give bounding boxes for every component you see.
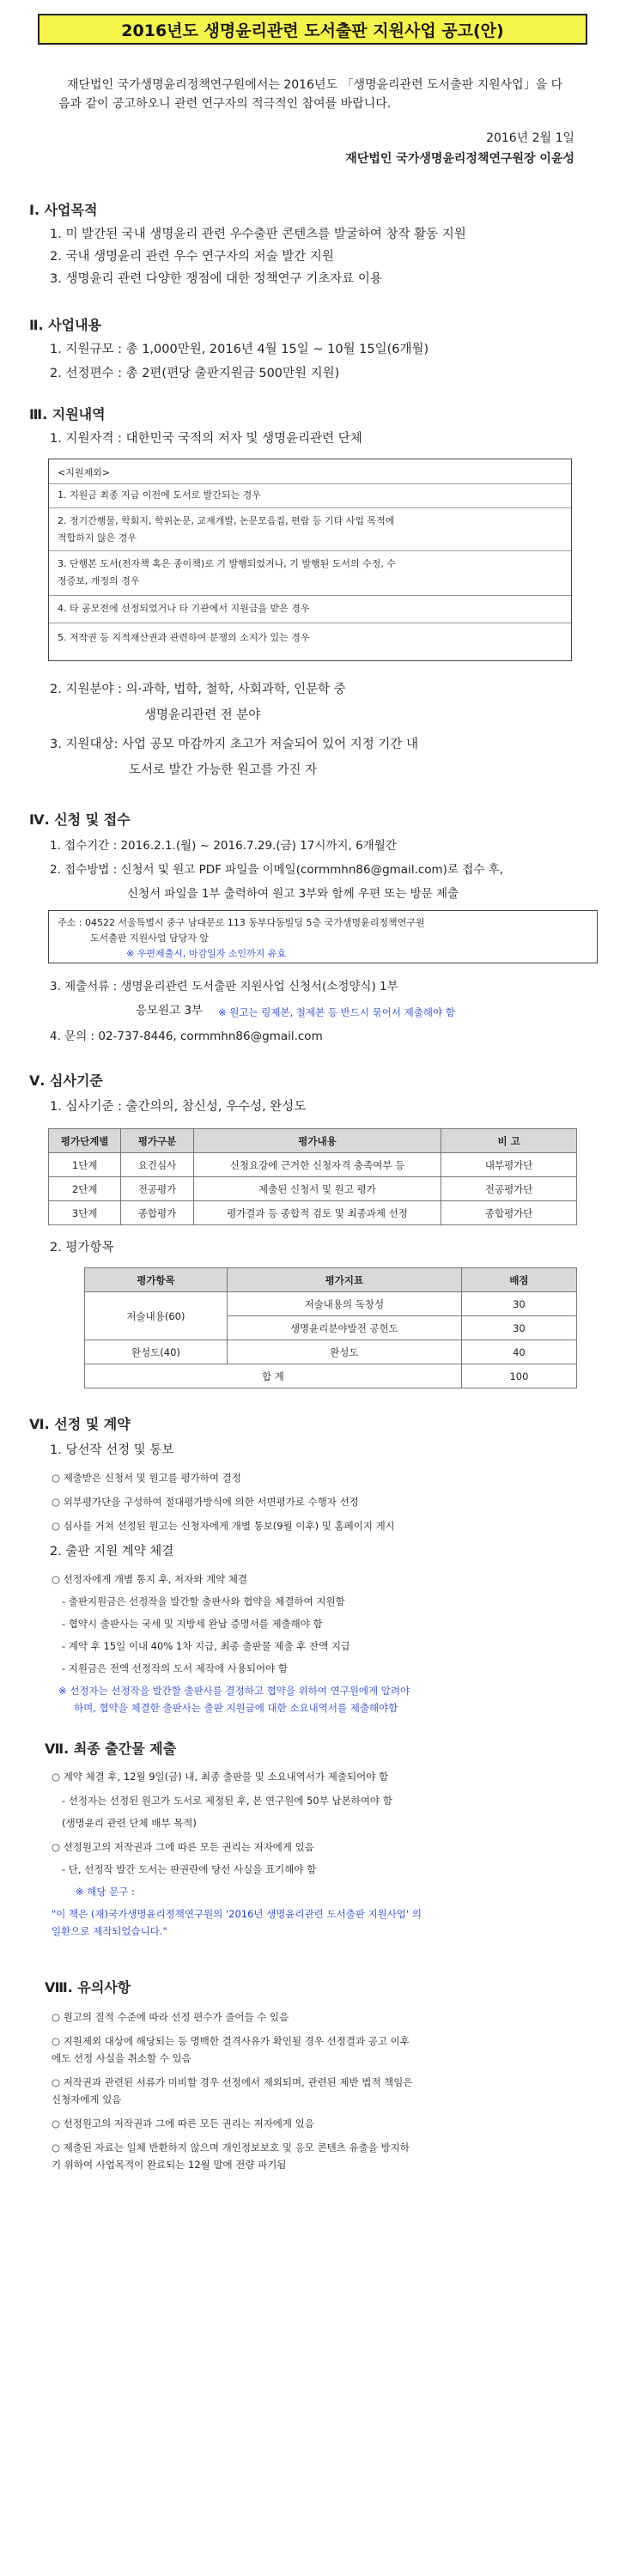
document-title [38,14,587,45]
purpose-item: 2. 국내 생명윤리 관련 우수 연구자의 저술 발간 지원 [50,250,334,264]
table-cell: 완성도 [227,1340,461,1364]
table-cell: 생명윤리분야발전 공헌도 [227,1316,461,1340]
table-header-cell: 배점 [461,1268,576,1292]
postmark-note: ※ 우편제출시, 마감일자 소인까지 유효 [126,948,287,959]
table-cell: 제출된 신청서 및 원고 평가 [193,1177,441,1201]
exclusion-item: 정증보, 개정의 경우 [58,575,140,586]
exclusion-item: 4. 타 공모전에 선정되었거나 타 기관에서 지원금을 받은 경우 [58,603,310,614]
review-stages-table [48,1128,577,1225]
notice-item: ○ 원고의 질적 수준에 따라 선정 편수가 줄어들 수 있음 [52,2011,289,2023]
selection-item: ○ 외부평가단을 구성하여 절대평가방식에 의한 서면평가로 수행자 선정 [52,1496,359,1508]
section-heading-purpose: Ⅰ. 사업목적 [29,202,98,218]
table-cell: 합 계 [85,1364,462,1388]
section-heading-content: Ⅱ. 사업내용 [29,317,102,333]
evaluation-items-table [84,1267,577,1388]
contract-item: - 지원금은 전액 선정작의 도서 제작에 사용되어야 함 [62,1662,289,1674]
table-cell: 요건심사 [121,1153,193,1177]
section-heading-application: Ⅳ. 신청 및 접수 [29,811,131,828]
announcement-date: 2016년 2월 1일 [486,131,574,145]
subsection-title: 1. 당선작 선정 및 통보 [50,1443,174,1457]
exclusion-item: 적합하지 않은 경우 [58,532,137,544]
table-cell: 1단계 [49,1153,121,1177]
section-heading-notes: Ⅷ. 유의사항 [45,1979,131,1996]
table-header-cell: 평가단계별 [49,1129,121,1153]
table-cell: 평가결과 등 종합적 검토 및 최종과제 선정 [193,1201,441,1225]
documents-item: 3. 제출서류 : 생명윤리관련 도서출판 지원사업 신청서(소정양식) 1부 [50,980,398,993]
table-cell: 30 [461,1292,576,1316]
table-cell: 30 [461,1316,576,1340]
notice-item: ○ 선정원고의 저작권과 그에 따른 모든 권리는 저자에게 있음 [52,2117,314,2129]
table-cell: 전공평가단 [441,1177,577,1201]
contact-item: 4. 문의 : 02-737-8446, cormmhn86@gmail.com [50,1030,323,1043]
purpose-item: 1. 미 발간된 국내 생명윤리 관련 우수출판 콘텐츠를 발굴하여 창작 활동 지원 [50,228,466,241]
notice-item: ○ 저작권과 관련된 서류가 미비할 경우 선정에서 제외되며, 관련된 제반 법적 책임은 [52,2076,413,2088]
notice-item: 에도 선정 사실을 취소할 수 있음 [52,2052,191,2064]
contract-item: ○ 선정자에게 개별 통지 후, 저자와 계약 체결 [52,1573,248,1585]
target-item-cont: 도서로 발간 가능한 원고를 가진 자 [129,763,318,777]
selection-item: ○ 심사를 거쳐 선정된 원고는 신청자에게 개별 통보(9월 이후) 및 홈페이지 게시 [52,1520,395,1532]
notice-item: 기 위하여 사업목적이 완료되는 12월 말에 전량 파기됨 [52,2159,287,2171]
documents-item-cont: 응모원고 3부 [136,1004,204,1018]
table-row [85,1292,577,1316]
phrase-note-label: ※ 해당 문구 : [76,1886,135,1898]
contract-item: - 협약시 출판사는 국세 및 지방세 완납 증명서를 제출해야 함 [62,1618,323,1630]
table-cell: 전공평가 [121,1177,193,1201]
binding-note: ※ 원고는 링제본, 철제본 등 반드시 묶어서 제출해야 함 [218,1006,455,1018]
intro-paragraph: 재단법인 국가생명윤리정책연구원에서는 2016년도 「생명윤리관련 도서출판 지원사업」을 다음과 같이 공고하오니 관련 연구자의 적극적인 참여를 바랍니다. [58,78,563,111]
submission-item: ○ 선정원고의 저작권과 그에 따른 모든 권리는 저자에게 있음 [52,1841,314,1853]
required-phrase-cont: 일환으로 제작되었습니다." [52,1925,167,1937]
contract-item: - 출판지원금은 선정작을 발간할 출판사와 협약을 체결하여 지원함 [62,1595,345,1607]
submission-item: ○ 계약 체결 후, 12월 9일(금) 내, 최종 출판물 및 소요내역서가 제출되어야 함 [52,1771,389,1783]
table-cell: 40 [461,1340,576,1364]
eligibility-item: 1. 지원자격 : 대한민국 국적의 저자 및 생명윤리관련 단체 [50,432,362,446]
address-line: 주소 : 04522 서울특별시 중구 남대문로 113 동부다동빌딩 5층 국가생명윤리정책연구원 [58,917,425,928]
table-header-cell: 평가지표 [227,1268,461,1292]
table-cell: 저술내용(60) [85,1292,228,1340]
contract-note-cont: 하며, 협약을 체결한 출판사는 출판 지원금에 대한 소요내역서를 제출해야함 [74,1702,398,1714]
table-cell: 종합평가 [121,1201,193,1225]
table-cell: 신청요강에 근거한 신청자격 충족여부 등 [193,1153,441,1177]
evaluation-items-heading: 2. 평가항목 [50,1241,114,1255]
section-heading-submission: Ⅶ. 최종 출간물 제출 [45,1741,177,1757]
field-item: 2. 지원분야 : 의·과학, 법학, 철학, 사회과학, 인문학 중 [50,683,346,696]
notice-item: 신청자에게 있음 [52,2093,122,2105]
table-cell: 완성도(40) [85,1340,228,1364]
notice-item: ○ 제출된 자료는 일체 반환하지 않으며 개인정보보호 및 응모 콘텐츠 유출을 방지하 [52,2142,410,2154]
content-item: 2. 선정편수 : 총 2편(편당 출판지원금 500만원 지원) [50,367,340,380]
organization-signature: 재단법인 국가생명윤리정책연구원장 이윤성 [345,152,574,166]
table-row [85,1340,577,1364]
target-item: 3. 지원대상: 사업 공모 마감까지 초고가 저술되어 있어 지정 기간 내 [50,738,418,751]
required-phrase: "이 책은 (재)국가생명윤리정책연구원의 '2016년 생명윤리관련 도서출판 지원사업' 의 [52,1908,422,1920]
exclusion-item: 1. 지원금 최종 지급 이전에 도서로 발간되는 경우 [58,489,261,501]
submission-item: - 단, 선정작 발간 도서는 판권란에 당선 사실을 표기해야 함 [62,1863,317,1875]
subsection-title: 2. 출판 지원 계약 체결 [50,1545,174,1558]
section-heading-selection: Ⅵ. 선정 및 계약 [29,1416,131,1432]
table-header-cell: 평가내용 [193,1129,441,1153]
contract-note: ※ 선정자는 선정작을 발간할 출판사를 결정하고 협약을 위하여 연구원에게 알려야 [58,1685,410,1697]
section-heading-review: Ⅴ. 심사기준 [29,1072,103,1089]
table-row [49,1201,577,1225]
field-item-cont: 생명윤리관련 전 분야 [144,708,261,722]
notice-item: ○ 지원제외 대상에 해당되는 등 명백한 결격사유가 확인될 경우 선정결과 공고 이후 [52,2035,410,2047]
table-header-cell: 평가항목 [85,1268,228,1292]
table-header-cell: 평가구분 [121,1129,193,1153]
content-item: 1. 지원규모 : 총 1,000만원, 2016년 4월 15일 ~ 10월 15일(6개월) [50,343,429,356]
table-cell: 100 [461,1364,576,1388]
exclusion-item: 5. 저작권 등 지적재산권과 관련하여 분쟁의 소지가 있는 경우 [58,632,310,643]
application-method: 2. 접수방법 : 신청서 및 원고 PDF 파일을 이메일(cormmhn86@gmail.com)로 접수 후, [50,863,503,877]
exclusion-item: 3. 단행본 도서(전자책 혹은 종이책)로 기 발행되었거나, 기 발행된 도서의 수정, 수 [58,558,396,569]
address-line: 도서출판 지원사업 담당자 앞 [90,933,210,944]
table-header-row [49,1129,577,1153]
table-row [49,1177,577,1201]
application-period: 1. 접수기간 : 2016.2.1.(월) ~ 2016.7.29.(금) 17시까지, 6개월간 [50,839,397,853]
table-cell: 종합평가단 [441,1201,577,1225]
application-method-cont: 신청서 파일을 1부 출력하여 원고 3부와 함께 우편 또는 방문 제출 [127,887,459,901]
exclusion-box [48,459,572,661]
exclusion-box-title: <지원제외> [58,467,110,478]
purpose-item: 3. 생명윤리 관련 다양한 쟁점에 대한 정책연구 기초자료 이용 [50,272,382,286]
title-text: 2016년도 생명윤리관련 도서출판 지원사업 공고(안) [121,21,504,40]
submission-item: (생명윤리 관련 단체 배부 목적) [62,1817,197,1829]
exclusion-item: 2. 정기간행물, 학회지, 학위논문, 교재개발, 논문모음집, 편람 등 기타 사업 목적에 [58,515,395,526]
contract-item: - 계약 후 15일 이내 40% 1차 지급, 최종 출판물 제출 후 잔액 지급 [62,1640,351,1652]
table-cell: 3단계 [49,1201,121,1225]
table-cell: 내부평가단 [441,1153,577,1177]
submission-item: - 선정자는 선정된 원고가 도서로 제정된 후, 본 연구원에 50부 납본하여야 함 [62,1795,392,1807]
table-header-row [85,1268,577,1292]
table-row [49,1153,577,1177]
table-total-row [85,1364,577,1388]
section-heading-support: Ⅲ. 지원내역 [29,406,106,422]
review-criteria: 1. 심사기준 : 출간의의, 참신성, 우수성, 완성도 [50,1100,307,1114]
selection-item: ○ 제출받은 신청서 및 원고를 평가하여 결정 [52,1472,241,1484]
table-header-cell: 비 고 [441,1129,577,1153]
address-box [48,910,598,963]
table-cell: 저술내용의 독창성 [227,1292,461,1316]
table-cell: 2단계 [49,1177,121,1201]
